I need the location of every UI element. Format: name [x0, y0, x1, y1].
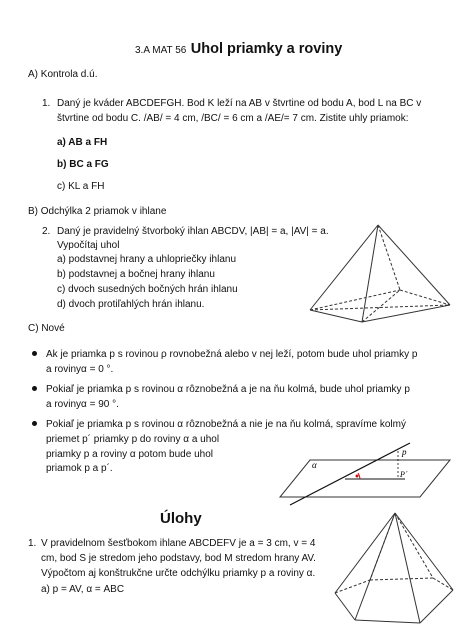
bullet1-line1: Ak je priamka p s rovinou ρ rovnobežná alebo v nej leží, potom bude uhol priamky p: [46, 349, 418, 360]
task2-item-c: c) dvoch susedných bočných hrán ihlanu: [57, 284, 238, 295]
tasks-item1-line3: Výpočtom aj konštrukčne určte odchýlku priamky p a roviny α.: [41, 568, 316, 579]
tasks-item1-line1: V pravidelnom šesťbokom ihlane ABCDEFV je a = 3 cm, v = 4: [41, 538, 316, 549]
task1-item-a: a) AB a FH: [57, 137, 108, 148]
task2-item-d: d) dvoch protiľahlých hrán ihlanu.: [57, 299, 205, 310]
line-plane-angle-figure: [260, 435, 460, 510]
bullet3-line4: priamok p a p´.: [46, 463, 113, 474]
section-a-heading: A) Kontrola d.ú.: [28, 69, 98, 80]
page-title: [135, 40, 342, 58]
bullet3-line3: priamky p a roviny α potom bude uhol: [46, 449, 213, 460]
title-prefix: 3.A MAT 56: [135, 45, 187, 56]
label-alpha: α: [312, 460, 317, 470]
section-b-heading: B) Odchýlka 2 priamok v ihlane: [28, 206, 167, 217]
task1-line1: Daný je kváder ABCDEFGH. Bod K leží na AB v štvrtine od bodu A, bod L na BC v: [57, 98, 422, 109]
bullet2-line1: Pokiaľ je priamka p s rovinou α rôznobežná a je na ňu kolmá, bude uhol priamky p: [46, 384, 410, 395]
bullet1-line2: a rovinyα = 0 °.: [46, 364, 114, 375]
square-pyramid-figure: [300, 220, 460, 330]
section-c-heading: C) Nové: [28, 323, 65, 334]
task2-item-a: a) podstavnej hrany a uhlopriečky ihlanu: [57, 254, 236, 265]
task2-number: 2.: [42, 226, 51, 237]
task1-line2: štvrtine od bodu C. /AB/ = 4 cm, /BC/ = 6 cm a /AE/= 7 cm. Zistite uhly priamok:: [57, 113, 409, 124]
task2-line2: Vypočítaj uhol: [57, 240, 120, 251]
title-main: Uhol priamky a roviny: [190, 41, 343, 57]
tasks-item1-number: 1.: [28, 538, 37, 549]
task2-line1: Daný je pravidelný štvorboký ihlan ABCDV, |AB| = a, |AV| = a.: [57, 226, 329, 237]
label-p: p: [402, 447, 407, 457]
task2-item-b: b) podstavnej a bočnej hrany ihlanu: [57, 269, 215, 280]
bullet3-line2: priemet p´ priamky p do roviny α a uhol: [46, 434, 220, 445]
bullet2-line2: a rovinyα = 90 °.: [46, 399, 119, 410]
bullet-3: [32, 421, 37, 426]
task1-item-b: b) BC a FG: [57, 159, 109, 170]
bullet-2: [32, 386, 37, 391]
task1-number: 1.: [42, 98, 51, 109]
label-pprime: P´: [400, 470, 408, 479]
hexagonal-pyramid-figure: [325, 508, 465, 630]
tasks-item1-line2: cm, bod S je stredom jeho podstavy, bod M stredom hrany AV.: [41, 553, 316, 564]
bullet-1: [32, 351, 37, 356]
tasks-heading: Úlohy: [160, 510, 202, 527]
tasks-item1-line4: a) p = AV, α = ABC: [41, 584, 125, 595]
task1-item-c: c) KL a FH: [57, 181, 105, 192]
bullet3-line1: Pokiaľ je priamka p s rovinou α rôznobežná a nie je na ňu kolmá, spravíme kolmý: [46, 419, 406, 430]
